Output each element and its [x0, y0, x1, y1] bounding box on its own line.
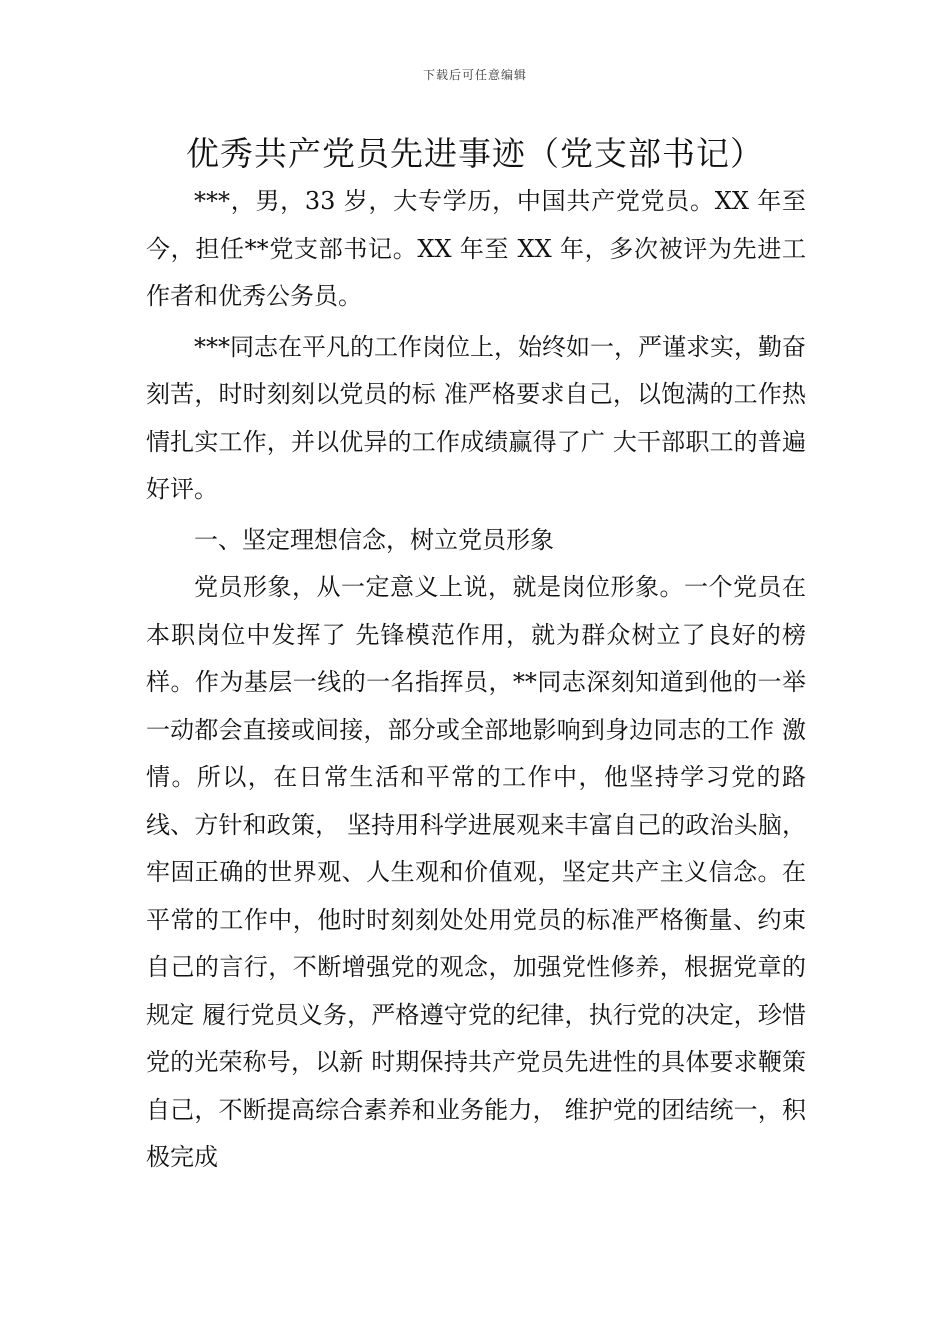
document-body	[146, 178, 806, 1185]
header-note: 下载后可任意编辑	[422, 68, 527, 82]
section-heading-1: 一、坚定理想信念，树立党员形象	[194, 525, 554, 554]
paragraph-intro: ***，男，33 岁，大专学历，中国共产党党员。XX 年至今，担任**党支部书记。XX 年至 XX 年，多次被评为先进工作者和优秀公务员。	[146, 187, 806, 310]
paragraph-summary: ***同志在平凡的工作岗位上，始终如一，严谨求实，勤奋刻苦，时时刻刻以党员的标 准严格要求自己，以饱满的工作热情扎实工作，并以优异的工作成绩赢得了广 大干部职工的普遍好评。	[146, 332, 806, 503]
document-title: 优秀共产党员先进事迹（党支部书记）	[186, 134, 764, 173]
paragraph-section-1: 党员形象，从一定意义上说，就是岗位形象。一个党员在本职岗位中发挥了 先锋模范作用，就为群众树立了良好的榜样。作为基层一线的一名指挥员，**同志深刻知道到他的一举一动都会直接或间接，部分或全部地影响到身边同志的工作 激情。所以，在日常生活和平常的工作中，他坚持学习党的路线、方针和政策， 坚持用科学进展观来丰富自己的政治头脑，牢固正确的世界观、人生观和价值观，坚定共产主义信念。在平常的工作中，他时时刻刻处处用党员的标准严格衡量、约束自己的言行，不断增强党的观念，加强党性修养，根据党章的规定 履行党员义务，严格遵守党的纪律，执行党的决定，珍惜党的光荣称号，以新 时期保持共产党员先进性的具体要求鞭策自己，不断提高综合素养和业务能力， 维护党的团结统一，积极完成	[146, 573, 806, 1171]
